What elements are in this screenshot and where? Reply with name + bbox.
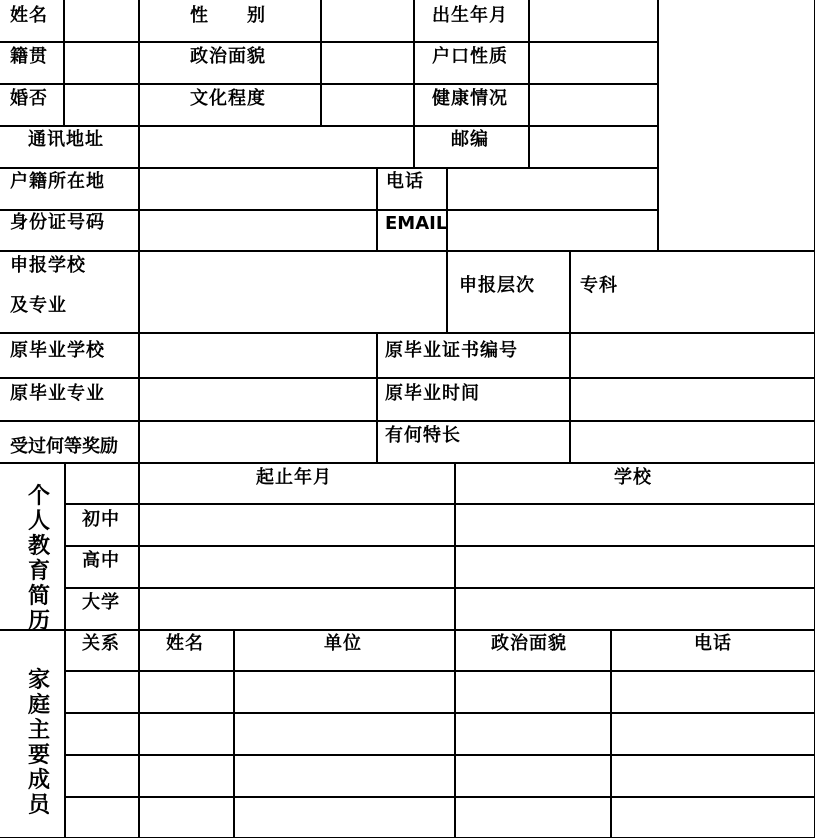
label-postcode: 邮编 [451,129,489,150]
family-unit-field[interactable] [234,713,455,755]
family-phone-field[interactable] [611,713,815,755]
family-relation-field[interactable] [65,797,139,838]
label-awards: 受过何等奖励 [10,436,118,457]
family-political-field[interactable] [455,713,611,755]
education-row-university: 大学 [82,592,120,613]
family-political-field[interactable] [455,755,611,797]
family-relation-field[interactable] [65,671,139,713]
education-row-junior: 初中 [82,509,120,530]
prev-major-field[interactable] [139,378,377,421]
email-field[interactable] [447,210,658,251]
label-graduation-time: 原毕业时间 [385,383,480,404]
marital-field[interactable] [64,84,139,126]
label-id-number: 身份证号码 [10,212,105,233]
family-name-field[interactable] [139,755,234,797]
label-gender: 性 别 [190,5,266,26]
label-certificate-no: 原毕业证书编号 [385,340,518,361]
family-name-field[interactable] [139,713,234,755]
label-health: 健康情况 [432,88,508,109]
graduation-time-field[interactable] [570,378,815,421]
family-unit-field[interactable] [234,797,455,838]
education-row-senior: 高中 [82,550,120,571]
specialty-field[interactable] [570,421,815,463]
level-value: 专科 [580,275,618,296]
family-col-relation: 关系 [82,633,120,654]
family-political-field[interactable] [455,797,611,838]
label-school-major-line2: 及专业 [10,295,67,316]
family-col-unit: 单位 [324,633,362,654]
education-col-period: 起止年月 [256,467,332,488]
family-col-political: 政治面貌 [491,633,567,654]
name-field[interactable] [64,0,139,42]
education-section-title: 个人教育简历 [27,484,50,634]
awards-field[interactable] [139,421,377,463]
education-school-field[interactable] [455,546,815,588]
label-marital: 婚否 [10,88,48,109]
native-place-field[interactable] [64,42,139,84]
label-hukou-type: 户口性质 [432,46,508,67]
label-address: 通讯地址 [28,129,104,150]
education-school-field[interactable] [455,504,815,546]
label-political-status: 政治面貌 [190,46,266,67]
certificate-field[interactable] [570,333,815,378]
family-col-name: 姓名 [166,633,204,654]
education-col-school: 学校 [614,467,652,488]
label-email: EMAIL [385,213,448,234]
family-unit-field[interactable] [234,671,455,713]
family-relation-field[interactable] [65,713,139,755]
label-prev-school: 原毕业学校 [10,340,105,361]
education-level-field[interactable] [321,84,414,126]
photo-box[interactable] [658,0,815,251]
family-phone-field[interactable] [611,671,815,713]
health-field[interactable] [529,84,658,126]
education-period-field[interactable] [139,504,455,546]
label-prev-major: 原毕业专业 [10,383,105,404]
prev-school-field[interactable] [139,333,377,378]
label-school-major-line1: 申报学校 [10,255,86,276]
family-phone-field[interactable] [611,755,815,797]
family-unit-field[interactable] [234,755,455,797]
hukou-location-field[interactable] [139,168,377,210]
family-political-field[interactable] [455,671,611,713]
political-status-field[interactable] [321,42,414,84]
family-name-field[interactable] [139,797,234,838]
postcode-field[interactable] [529,126,658,168]
phone-field[interactable] [447,168,658,210]
education-school-field[interactable] [455,588,815,630]
gender-field[interactable] [321,0,414,42]
education-header-blank [65,463,139,504]
label-birth: 出生年月 [432,5,508,26]
label-education-level: 文化程度 [190,88,266,109]
family-relation-field[interactable] [65,755,139,797]
family-name-field[interactable] [139,671,234,713]
birth-field[interactable] [529,0,658,42]
family-col-phone: 电话 [694,633,732,654]
family-section-title: 家庭主要成员 [27,668,50,818]
address-field[interactable] [139,126,414,168]
school-major-field[interactable] [139,251,447,333]
id-number-field[interactable] [139,210,377,251]
label-name: 姓名 [10,5,48,26]
label-hukou-location: 户籍所在地 [10,171,105,192]
family-phone-field[interactable] [611,797,815,838]
hukou-type-field[interactable] [529,42,658,84]
label-specialty: 有何特长 [385,425,461,446]
label-phone: 电话 [386,171,424,192]
education-period-field[interactable] [139,588,455,630]
label-native-place: 籍贯 [10,46,48,67]
label-level: 申报层次 [459,275,535,296]
education-period-field[interactable] [139,546,455,588]
